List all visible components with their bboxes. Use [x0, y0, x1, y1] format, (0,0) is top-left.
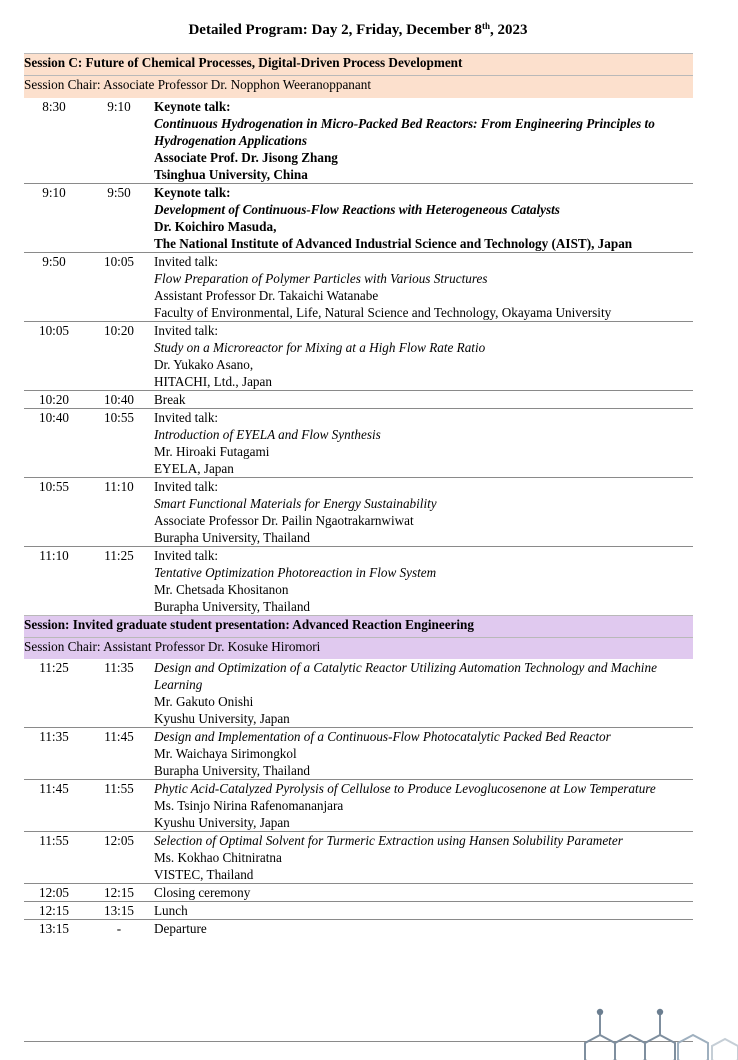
talk-type: Closing ceremony	[154, 885, 251, 900]
speaker-name: Assistant Professor Dr. Takaichi Watanabe	[154, 287, 379, 303]
molecule-hexagon-logo-icon	[575, 1005, 738, 1060]
talk-details	[154, 546, 693, 615]
talk-title: Tentative Optimization Photoreaction in Flow System	[154, 564, 437, 580]
talk-title: Study on a Microreactor for Mixing at a High Flow Rate Ratio	[154, 339, 486, 355]
program-row	[24, 728, 693, 780]
talk-details	[154, 477, 693, 546]
end-time: 11:45	[84, 728, 154, 780]
speaker-affiliation: Faculty of Environmental, Life, Natural Science and Technology, Okayama University	[154, 304, 612, 320]
speaker-affiliation: HITACHI, Ltd., Japan	[154, 373, 272, 389]
talk-title: Design and Optimization of a Catalytic Reactor Utilizing Automation Technology and Machine Learning	[154, 660, 657, 692]
program-row	[24, 183, 693, 252]
speaker-affiliation: Tsinghua University, China	[154, 166, 308, 182]
talk-details	[154, 832, 693, 884]
program-row	[24, 659, 693, 728]
talk-type: Invited talk:	[154, 322, 219, 338]
start-time: 11:35	[24, 728, 84, 780]
talk-details	[154, 920, 693, 938]
start-time: 10:55	[24, 477, 84, 546]
end-time: 9:10	[107, 98, 131, 114]
talk-details	[154, 884, 693, 902]
program-row	[24, 390, 693, 408]
end-time: 11:25	[84, 546, 154, 615]
talk-details	[154, 728, 693, 780]
end-time: 9:50	[84, 183, 154, 252]
talk-details	[154, 659, 693, 728]
program-row	[24, 920, 693, 938]
speaker-name: Associate Prof. Dr. Jisong Zhang	[154, 149, 338, 165]
session-invited-rows	[24, 659, 693, 937]
end-time: 10:40	[84, 390, 154, 408]
talk-details	[154, 98, 693, 184]
session-invited-chair: Session Chair: Assistant Professor Dr. Kosuke Hiromori	[24, 637, 693, 659]
start-time: 12:15	[24, 902, 84, 920]
talk-details	[154, 408, 693, 477]
talk-details	[154, 390, 693, 408]
talk-type: Break	[154, 391, 186, 407]
speaker-affiliation: VISTEC, Thailand	[154, 867, 254, 882]
speaker-affiliation: The National Institute of Advanced Industrial Science and Technology (AIST), Japan	[154, 235, 633, 251]
start-time: 10:20	[24, 390, 84, 408]
session-c-chair: Session Chair: Associate Professor Dr. Nopphon Weeranoppanant	[24, 76, 693, 98]
start-time: 10:40	[24, 408, 84, 477]
program-row	[24, 252, 693, 321]
speaker-name: Mr. Waichaya Sirimongkol	[154, 746, 297, 761]
program-row	[24, 408, 693, 477]
session-c-rows	[24, 98, 693, 616]
talk-type: Departure	[154, 921, 207, 936]
talk-title: Phytic Acid-Catalyzed Pyrolysis of Cellulose to Produce Levoglucosenone at Low Temperature	[154, 781, 656, 796]
speaker-name: Associate Professor Dr. Pailin Ngaotrakarnwiwat	[154, 512, 414, 528]
start-time: 11:45	[24, 780, 84, 832]
talk-title: Selection of Optimal Solvent for Turmeric Extraction using Hansen Solubility Parameter	[154, 833, 623, 848]
speaker-affiliation: Burapha University, Thailand	[154, 763, 311, 778]
session-c-header: Session C: Future of Chemical Processes, Digital-Driven Process Development	[24, 54, 693, 76]
end-time: 10:20	[84, 321, 154, 390]
program-row	[24, 832, 693, 884]
talk-type: Keynote talk:	[154, 98, 231, 114]
start-time: 13:15	[24, 920, 84, 938]
start-time: 12:05	[24, 884, 84, 902]
program-row	[24, 477, 693, 546]
start-time: 9:10	[24, 183, 84, 252]
start-time: 9:50	[24, 252, 84, 321]
program-row	[24, 546, 693, 615]
speaker-name: Ms. Kokhao Chitniratna	[154, 850, 282, 865]
end-time: 13:15	[84, 902, 154, 920]
end-time: 11:55	[84, 780, 154, 832]
program-row	[24, 884, 693, 902]
end-time: 11:10	[84, 477, 154, 546]
speaker-name: Mr. Gakuto Onishi	[154, 694, 254, 709]
talk-type: Lunch	[154, 903, 188, 918]
talk-type: Keynote talk:	[154, 184, 231, 200]
speaker-affiliation: Burapha University, Thailand	[154, 529, 311, 545]
program-table	[24, 53, 693, 937]
talk-type: Invited talk:	[154, 253, 219, 269]
start-time: 10:05	[24, 321, 84, 390]
talk-details	[154, 902, 693, 920]
talk-details	[154, 321, 693, 390]
talk-type: Invited talk:	[154, 547, 219, 563]
speaker-affiliation: Kyushu University, Japan	[154, 815, 290, 830]
end-time: 11:35	[104, 660, 134, 675]
talk-title: Smart Functional Materials for Energy Sustainability	[154, 495, 437, 511]
talk-title: Introduction of EYELA and Flow Synthesis	[154, 426, 381, 442]
end-time: 10:55	[84, 408, 154, 477]
talk-title: Flow Preparation of Polymer Particles with Various Structures	[154, 270, 488, 286]
speaker-name: Dr. Koichiro Masuda,	[154, 218, 277, 234]
speaker-name: Dr. Yukako Asano,	[154, 356, 254, 372]
talk-type: Invited talk:	[154, 409, 219, 425]
speaker-affiliation: Burapha University, Thailand	[154, 598, 311, 614]
talk-type: Invited talk:	[154, 478, 219, 494]
end-time: 12:15	[84, 884, 154, 902]
end-time: 12:05	[84, 832, 154, 884]
start-time: 11:10	[24, 546, 84, 615]
talk-title: Continuous Hydrogenation in Micro-Packed Bed Reactors: From Engineering Principles to Hydrogenation Applications	[154, 115, 655, 148]
end-time: -	[84, 920, 154, 938]
talk-title: Development of Continuous-Flow Reactions with Heterogeneous Catalysts	[154, 201, 560, 217]
program-row	[24, 902, 693, 920]
talk-details	[154, 183, 693, 252]
end-time: 10:05	[84, 252, 154, 321]
program-row	[24, 780, 693, 832]
start-time: 8:30	[42, 98, 66, 114]
talk-title: Design and Implementation of a Continuous-Flow Photocatalytic Packed Bed Reactor	[154, 729, 611, 744]
speaker-affiliation: EYELA, Japan	[154, 460, 234, 476]
program-row	[24, 98, 693, 184]
page-title: Detailed Program: Day 2, Friday, December 8th, 2023	[188, 21, 528, 38]
speaker-affiliation: Kyushu University, Japan	[154, 711, 290, 726]
talk-details	[154, 252, 693, 321]
start-time: 11:55	[24, 832, 84, 884]
speaker-name: Mr. Hiroaki Futagami	[154, 443, 270, 459]
program-row	[24, 321, 693, 390]
start-time: 11:25	[39, 660, 69, 675]
speaker-name: Ms. Tsinjo Nirina Rafenomananjara	[154, 798, 344, 813]
speaker-name: Mr. Chetsada Khositanon	[154, 581, 289, 597]
talk-details	[154, 780, 693, 832]
session-invited-header: Session: Invited graduate student presentation: Advanced Reaction Engineering	[24, 615, 693, 637]
